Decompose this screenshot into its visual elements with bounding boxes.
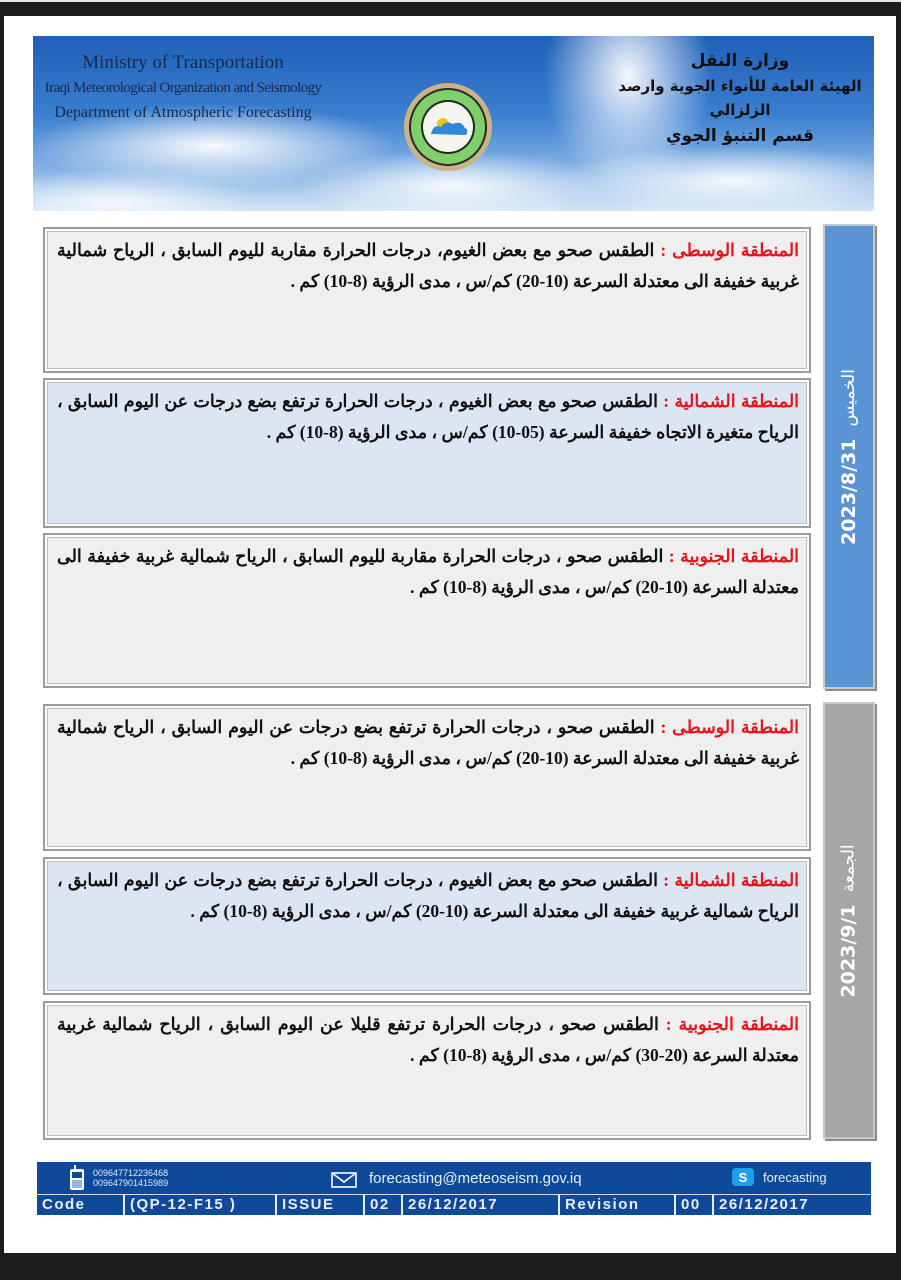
region-central-day2 [43, 704, 811, 851]
region-separator: : [668, 546, 675, 566]
issue-value: 02 [365, 1195, 403, 1215]
contact-email[interactable]: forecasting@meteoseism.gov.iq [369, 1170, 582, 1187]
region-name: المنطقة الوسطى [672, 240, 799, 260]
region-forecast-text: الطقس صحو ، درجات الحرارة مقاربة لليوم السابق ، الرياح شمالية غربية خفيفة الى معتدلة السرعة (10-20) كم/س ، مدى الرؤية (8-10) كم . [57, 546, 799, 597]
phone-number-2: 009647901415989 [93, 1178, 169, 1188]
region-separator: : [663, 870, 670, 890]
region-name: المنطقة الجنوبية [678, 1014, 799, 1034]
footer-contact-bar [37, 1162, 871, 1215]
day-date: 2023/9/1 [838, 903, 861, 998]
code-value: (QP-12-F15 ) [125, 1195, 277, 1215]
region-forecast-text: الطقس صحو ، درجات الحرارة ترتفع قليلا عن اليوم السابق ، الرياح شمالية غربية معتدلة السرعة (20-30) كم/س ، مدى الرؤية (8-10) كم . [57, 1014, 799, 1065]
revision-value: 00 [676, 1195, 714, 1215]
region-south-day1 [43, 533, 811, 688]
region-south-day2 [43, 1001, 811, 1140]
ministry-title-en: Ministry of Transportation [82, 52, 284, 73]
issue-label: ISSUE [277, 1195, 365, 1215]
ministry-title-ar: وزارة النقل [690, 51, 790, 71]
region-forecast-text: الطقس صحو مع بعض الغيوم ، درجات الحرارة ترتفع بضع درجات عن اليوم السابق ، الرياح متغيرة الاتجاه خفيفة السرعة (05-10) كم/س ، مدى الرؤية (8-10) كم . [57, 391, 799, 442]
organization-title-ar: الهيئة العامة للأنواء الجوية وارصد الزلزالي [618, 77, 862, 119]
revision-label: Revision [560, 1195, 676, 1215]
department-title-ar: قسم التنبؤ الجوي [666, 126, 814, 146]
department-title-en: Department of Atmospheric Forecasting [54, 104, 312, 121]
region-separator: : [663, 391, 670, 411]
header-english [33, 50, 333, 126]
region-forecast-text: الطقس صحو مع بعض الغيوم ، درجات الحرارة ترتفع بضع درجات عن اليوم السابق ، الرياح شمالية غربية خفيفة الى معتدلة السرعة (10-20) كم/س ، مدى الرؤية (8-10) كم . [57, 870, 799, 921]
forecast-page [4, 16, 896, 1253]
organization-logo-icon [403, 82, 493, 172]
day-tab-1 [823, 224, 875, 689]
day-name: الخميس [839, 368, 859, 427]
skype-icon: S [732, 1168, 754, 1186]
day-block-2 [43, 704, 875, 1140]
region-forecast-text: الطقس صحو مع بعض الغيوم، درجات الحرارة مقاربة لليوم السابق ، الرياح شمالية غربية خفيفة الى معتدلة السرعة (10-20) كم/س ، مدى الرؤية (8-10) كم . [57, 240, 799, 291]
region-separator: : [660, 717, 667, 737]
region-name: المنطقة الجنوبية [680, 546, 800, 566]
region-forecast-text: الطقس صحو ، درجات الحرارة ترتفع بضع درجات عن اليوم السابق ، الرياح شمالية غربية خفيفة الى معتدلة السرعة (10-20) كم/س ، مدى الرؤية (8-10) كم . [57, 717, 799, 768]
mobile-phone-icon [69, 1165, 85, 1191]
region-name: المنطقة الوسطى [672, 717, 800, 737]
skype-handle: forecasting [763, 1170, 827, 1185]
code-label: Code [37, 1195, 125, 1215]
contact-row [37, 1162, 871, 1194]
region-separator: : [660, 240, 667, 260]
revision-date: 26/12/2017 [719, 1196, 810, 1213]
phone-numbers [93, 1168, 168, 1188]
region-north-day2 [43, 857, 811, 995]
region-separator: : [665, 1014, 672, 1034]
day-tab-2 [823, 702, 875, 1139]
region-central-day1 [43, 227, 811, 373]
organization-title-en: Iraqi Meteorological Organization and Seismology [44, 80, 322, 96]
issue-date: 26/12/2017 [403, 1195, 560, 1215]
phone-number-1: 009647712236468 [93, 1168, 169, 1178]
region-name: المنطقة الشمالية [674, 391, 800, 411]
header-arabic [610, 48, 870, 150]
day-date: 2023/8/31 [838, 438, 860, 545]
envelope-icon [331, 1172, 357, 1188]
document-code-row [37, 1194, 871, 1215]
window-top-edge [0, 0, 901, 2]
region-north-day1 [43, 378, 811, 528]
day-name: الجمعة [839, 843, 860, 892]
day-block-1 [43, 227, 875, 689]
header-banner [33, 36, 874, 211]
region-name: المنطقة الشمالية [674, 870, 800, 890]
